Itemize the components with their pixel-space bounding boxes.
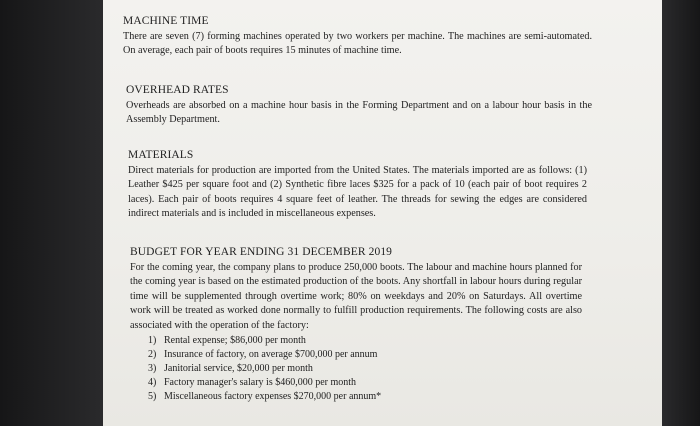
right-background bbox=[662, 0, 700, 426]
list-item: 1) Rental expense; $86,000 per month bbox=[148, 335, 306, 347]
section-materials bbox=[128, 148, 587, 222]
list-item: 4) Factory manager's salary is $460,000 per month bbox=[148, 377, 357, 389]
section-text: There are seven (7) forming machines operated by two workers per machine. The machines are semi-automated. On average, each pair of boots requires 15 minutes of machine time. bbox=[123, 31, 592, 57]
section-heading: BUDGET FOR YEAR ENDING 31 DECEMBER 2019 bbox=[130, 246, 393, 258]
list-item: 5) Miscellaneous factory expenses $270,000 per annum* bbox=[148, 391, 382, 403]
section-text: Direct materials for production are imported from the United States. The materials imported are as follows: (1) Leather $425 per square foot and (2) Synthetic fibre laces $325 for a pack of 10 (each pair of boot requires 2 laces). Each pair of boots requires 4 square feet of leather. The threads for sewing the edges are considered indirect materials and is included in miscellaneous expenses. bbox=[128, 165, 587, 220]
section-budget bbox=[130, 245, 582, 404]
section-text: For the coming year, the company plans to produce 250,000 boots. The labour and machine hours planned for the coming year is based on the estimated production of the boots. Any shortfall in labour hours during regular time will be supplemented through overtime work; 80% on weekdays and 20% on Saturdays. All overtime work will be treated as worked done normally to fulfill production requirements. The following costs are also associated with the operation of the factory: bbox=[130, 262, 582, 331]
section-overhead-rates bbox=[126, 83, 592, 128]
list-item: 2) Insurance of factory, on average $700,000 per annum bbox=[148, 349, 378, 361]
left-background bbox=[0, 0, 103, 426]
section-heading: MATERIALS bbox=[128, 149, 194, 161]
section-text: Overheads are absorbed on a machine hour basis in the Forming Department and on a labour hour basis in the Assembly Department. bbox=[126, 100, 592, 126]
section-heading: MACHINE TIME bbox=[123, 15, 209, 27]
document-page bbox=[103, 0, 662, 426]
section-heading: OVERHEAD RATES bbox=[126, 84, 229, 96]
list-item: 3) Janitorial service, $20,000 per month bbox=[148, 363, 313, 375]
cost-list bbox=[148, 334, 582, 404]
section-machine-time bbox=[123, 14, 592, 59]
